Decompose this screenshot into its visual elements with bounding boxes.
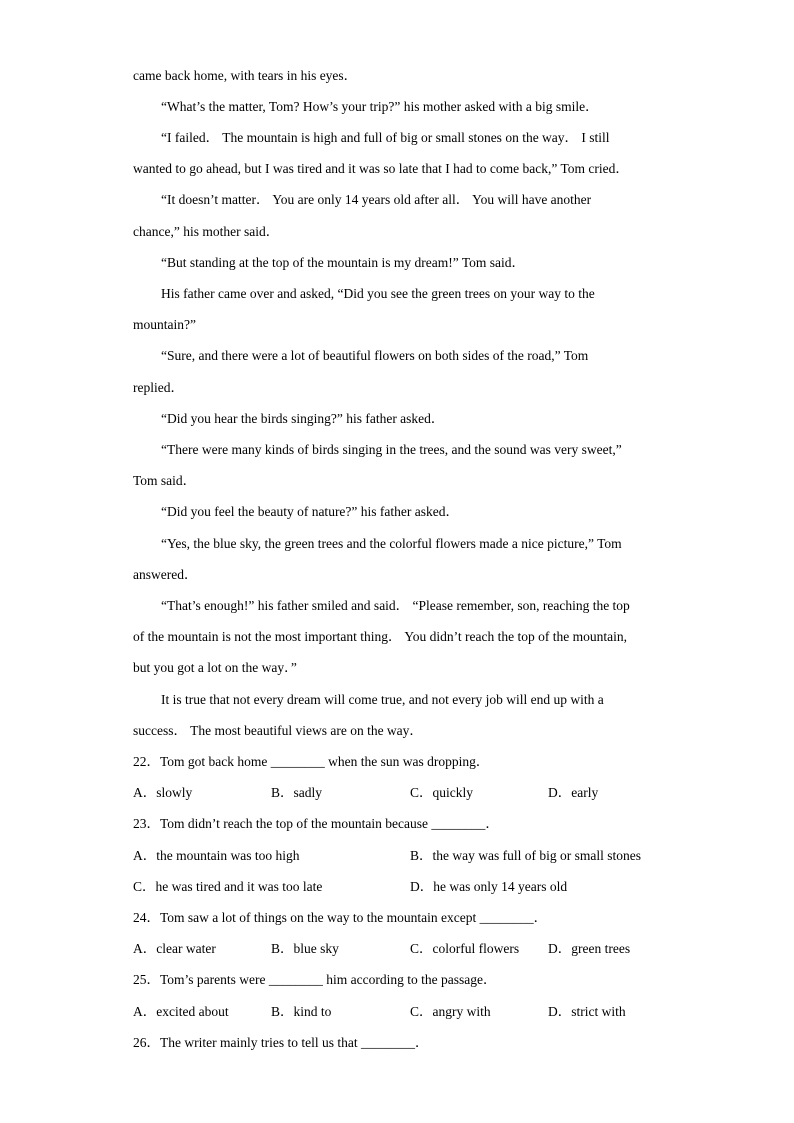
option-a[interactable]: A．the mountain was too high [133,848,300,863]
passage-line: “There were many kinds of birds singing in the trees, and the sound was very sweet,” [161,442,622,457]
option-a[interactable]: A．clear water [133,941,216,956]
answer-options [133,878,663,896]
option-d[interactable]: D．he was only 14 years old [410,879,568,894]
passage-line: His father came over and asked, “Did you see the green trees on your way to the [161,286,595,301]
passage-line: mountain?” [133,317,196,332]
passage-line: success． The most beautiful views are on the way． [133,723,423,738]
option-d[interactable]: D．early [548,785,599,800]
passage-line: “That’s enough!” his father smiled and said． “Please remember, son, reaching the top [161,598,630,613]
passage-line: “It doesn’t matter． You are only 14 years old after all． You will have another [161,192,592,207]
option-c[interactable]: C．colorful flowers [410,941,520,956]
passage-line: chance,” his mother said． [133,224,280,239]
passage-line: “Sure, and there were a lot of beautiful flowers on both sides of the road,” Tom [161,348,589,363]
passage-line: “Did you feel the beauty of nature?” his father asked． [161,504,460,519]
answer-options [133,784,663,802]
passage-line: wanted to go ahead, but I was tired and it was so late that I had to come back,” Tom cried． [133,161,629,176]
option-a[interactable]: A．slowly [133,785,193,800]
passage-line: It is true that not every dream will come true, and not every job will end up with a [161,692,604,707]
question-stem: 25．Tom’s parents were ________ him according to the passage． [133,972,497,987]
passage-line: of the mountain is not the most important thing． You didn’t reach the top of the mountain, [133,629,627,644]
option-c[interactable]: C．he was tired and it was too late [133,879,323,894]
option-c[interactable]: C．angry with [410,1004,491,1019]
option-b[interactable]: B．sadly [271,785,323,800]
passage-line: but you got a lot on the way．” [133,660,297,675]
passage-line: answered． [133,567,198,582]
option-b[interactable]: B．blue sky [271,941,339,956]
answer-options [133,1003,663,1021]
answer-options [133,847,663,865]
question-stem: 22．Tom got back home ________ when the sun was dropping． [133,754,490,769]
option-d[interactable]: D．green trees [548,941,631,956]
question-stem: 23．Tom didn’t reach the top of the mountain because ________． [133,816,499,831]
passage-line: “Did you hear the birds singing?” his father asked． [161,411,445,426]
question-stem: 26．The writer mainly tries to tell us that ________． [133,1035,429,1050]
option-c[interactable]: C．quickly [410,785,473,800]
option-d[interactable]: D．strict with [548,1004,626,1019]
passage-line: replied． [133,380,184,395]
answer-options [133,940,663,958]
passage-line: came back home, with tears in his eyes． [133,68,358,83]
option-a[interactable]: A．excited about [133,1004,229,1019]
passage-line: “Yes, the blue sky, the green trees and the colorful flowers made a nice picture,” Tom [161,536,622,551]
option-b[interactable]: B．the way was full of big or small stones [410,848,641,863]
passage-line: “But standing at the top of the mountain is my dream!” Tom said． [161,255,525,270]
question-stem: 24．Tom saw a lot of things on the way to the mountain except ________． [133,910,548,925]
passage-line: “What’s the matter, Tom? How’s your trip?” his mother asked with a big smile． [161,99,599,114]
passage-line: “I failed． The mountain is high and full of big or small stones on the way． I still [161,130,610,145]
option-b[interactable]: B．kind to [271,1004,332,1019]
passage-line: Tom said． [133,473,197,488]
